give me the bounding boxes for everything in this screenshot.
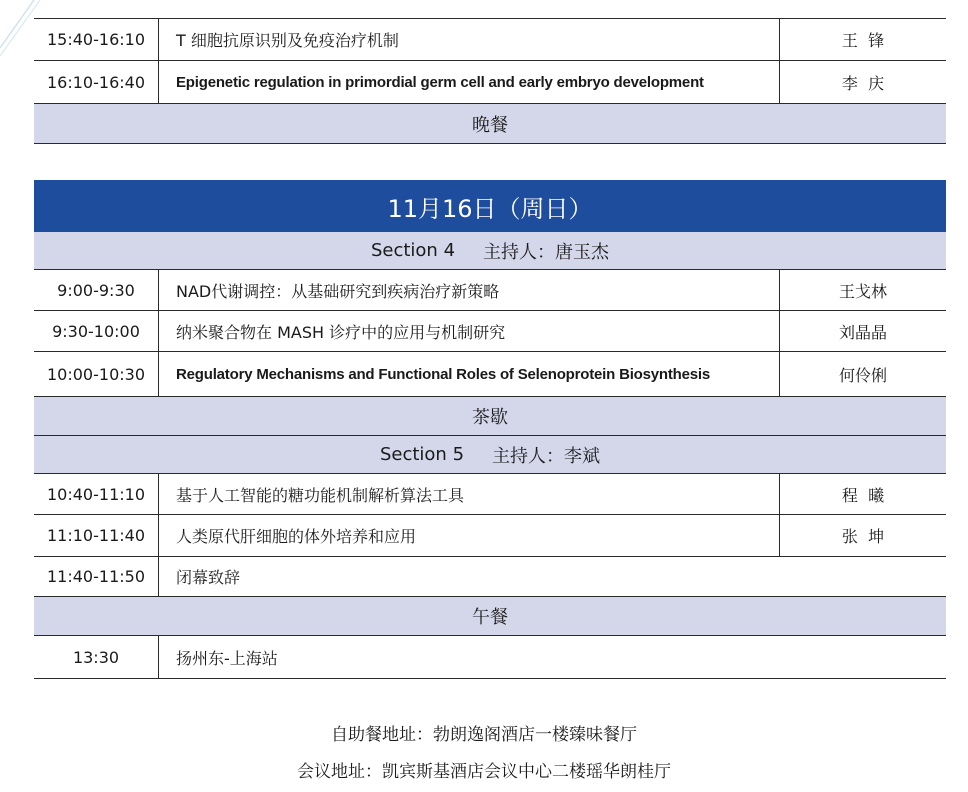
time-cell: 10:00-10:30: [34, 352, 159, 396]
section-host: 主持人：李斌: [492, 445, 601, 467]
section-label: Section 5: [379, 444, 465, 465]
lunch-break-band: 午餐: [34, 597, 946, 636]
speaker-cell: 王戈林: [838, 281, 887, 301]
table-row: [34, 515, 946, 557]
time-cell: 10:40-11:10: [34, 474, 159, 514]
table-row: [34, 636, 946, 679]
topic-cell: Epigenetic regulation in primordial germ cell and early embryo development: [158, 61, 780, 103]
table-row: [34, 557, 946, 597]
topic-cell: 人类原代肝细胞的体外培养和应用: [158, 515, 780, 556]
schedule-table: [34, 0, 946, 690]
section-header: [34, 232, 946, 270]
topic-cell: 闭幕致辞: [176, 568, 241, 587]
time-cell: 9:30-10:00: [34, 311, 159, 351]
table-row: [34, 18, 946, 61]
topic-cell: T 细胞抗原识别及免疫治疗机制: [158, 19, 780, 60]
table-row: [34, 352, 946, 397]
topic-cell: 扬州东-上海站: [176, 648, 278, 668]
time-cell: 11:40-11:50: [34, 557, 159, 596]
speaker-cell: 张 坤: [841, 527, 885, 546]
day-header: 11月16日（周日）: [34, 180, 946, 232]
section-header: [34, 436, 946, 474]
time-cell: 13:30: [34, 636, 159, 678]
table-row: [34, 474, 946, 515]
table-row: [34, 311, 946, 352]
table-row: [34, 61, 946, 104]
section-host: 主持人：唐玉杰: [483, 241, 610, 263]
topic-cell: 基于人工智能的糖功能机制解析算法工具: [158, 474, 780, 514]
topic-cell: Regulatory Mechanisms and Functional Roles of Selenoprotein Biosynthesis: [158, 352, 780, 396]
speaker-cell: 刘晶晶: [838, 322, 887, 342]
buffet-address: 自助餐地址：勃朗逸阁酒店一楼臻味餐厅: [331, 725, 637, 745]
table-row: [34, 270, 946, 311]
speaker-cell: 何伶俐: [838, 365, 887, 385]
time-cell: 11:10-11:40: [34, 515, 159, 556]
speaker-cell: 李 庆: [841, 73, 885, 93]
dinner-break-band: 晚餐: [34, 104, 946, 144]
topic-cell: NAD代谢调控：从基础研究到疾病治疗新策略: [158, 270, 780, 310]
time-cell: 16:10-16:40: [34, 61, 159, 103]
tea-break-band: 茶歇: [34, 397, 946, 436]
speaker-cell: 程 曦: [841, 485, 885, 505]
section-label: Section 4: [370, 240, 456, 261]
speaker-cell: 王 锋: [841, 31, 885, 50]
venue-address: 会议地址：凯宾斯基酒店会议中心二楼瑶华朗桂厅: [297, 762, 671, 782]
topic-cell: 纳米聚合物在 MASH 诊疗中的应用与机制研究: [158, 311, 780, 351]
time-cell: 9:00-9:30: [34, 270, 159, 310]
time-cell: 15:40-16:10: [34, 19, 159, 60]
